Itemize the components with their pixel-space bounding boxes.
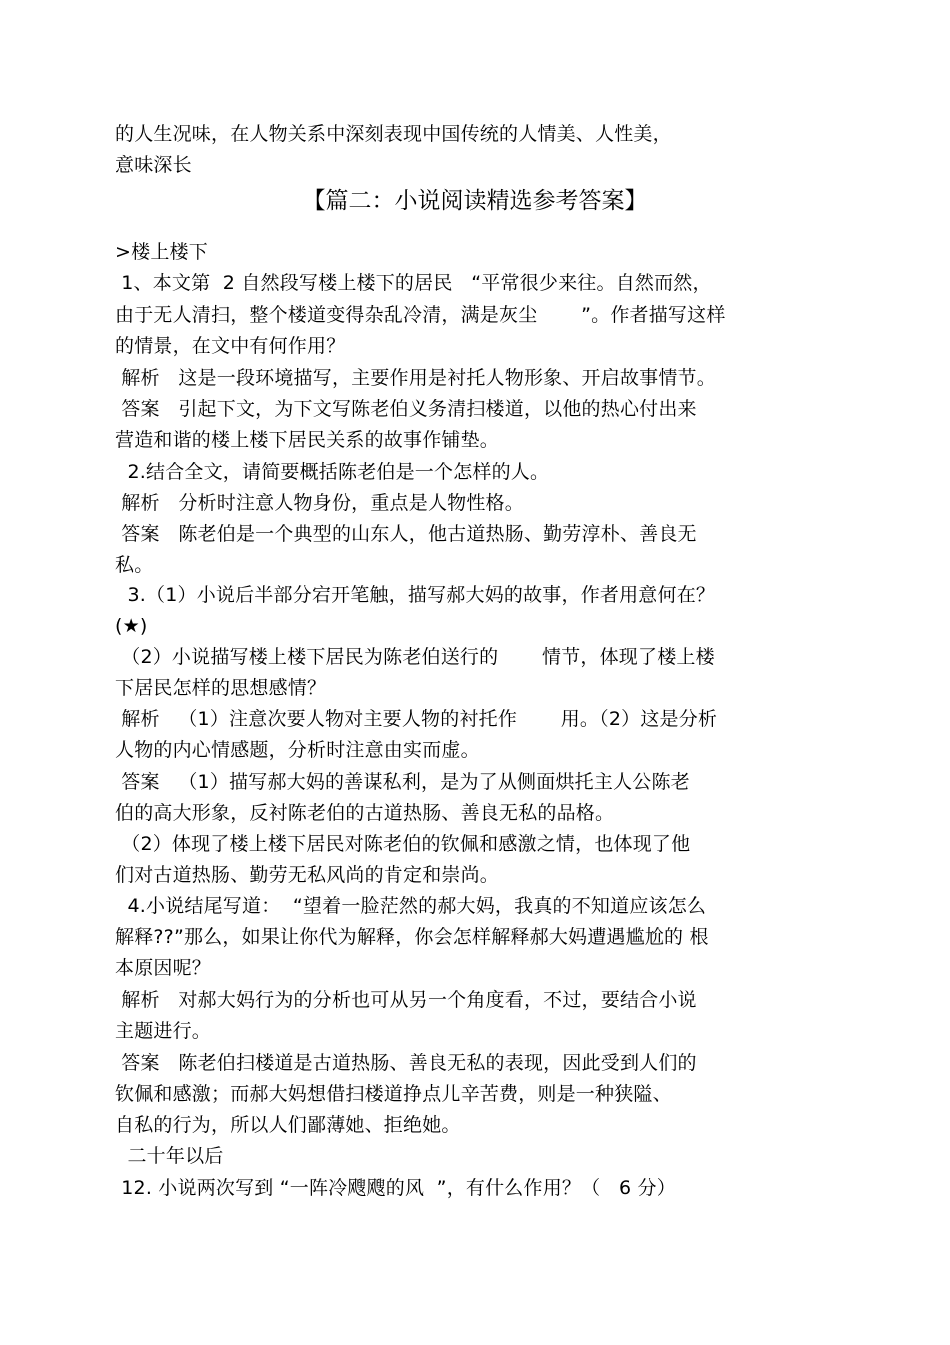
answer-4: 答案 陈老伯扫楼道是古道热肠、善良无私的表现，因此受到人们的	[115, 1052, 697, 1074]
question-4: 本原因呢？	[115, 957, 212, 979]
question-3-part-2: （2）小说描写楼上楼下居民为陈老伯送行的 情节，体现了楼上楼	[115, 646, 715, 668]
question-4: 解释??”那么，如果让你代为解释，你会怎样解释郝大妈遭遇尴尬的 根	[115, 926, 709, 948]
question-4: 4.小说结尾写道： “望着一脸茫然的郝大妈，我真的不知道应该怎么	[115, 895, 707, 917]
story-heading: 二十年以后	[115, 1145, 224, 1167]
question-2: 2.结合全文，请简要概括陈老伯是一个怎样的人。	[115, 461, 550, 483]
intro-line: 意味深长	[115, 154, 192, 176]
answer-3-part-2: 们对古道热肠、勤劳无私风尚的肯定和崇尚。	[115, 864, 500, 886]
question-3: (★)	[115, 615, 148, 637]
answer-4: 钦佩和感激；而郝大妈想借扫楼道挣点儿辛苦费，则是一种狭隘、	[115, 1083, 672, 1105]
analysis-4: 解析 对郝大妈行为的分析也可从另一个角度看，不过，要结合小说	[115, 989, 697, 1011]
question-3-part-2: 下居民怎样的思想感情？	[115, 677, 327, 699]
answer-1: 营造和谐的楼上楼下居民关系的故事作铺垫。	[115, 429, 500, 451]
story-heading: >楼上楼下	[115, 241, 208, 263]
question-1: 1、本文第 2 自然段写楼上楼下的居民 “平常很少来往。自然而然，	[115, 272, 712, 294]
question-3: 3.（1）小说后半部分宕开笔触，描写郝大妈的故事，作者用意何在？	[115, 584, 716, 606]
analysis-2: 解析 分析时注意人物身份，重点是人物性格。	[115, 492, 524, 514]
answer-3: 答案 （1）描写郝大妈的善谋私利，是为了从侧面烘托主人公陈老	[115, 771, 690, 793]
intro-line: 的人生况味，在人物关系中深刻表现中国传统的人情美、人性美，	[115, 123, 672, 145]
answer-1: 答案 引起下文，为下文写陈老伯义务清扫楼道，以他的热心付出来	[115, 398, 697, 420]
answer-2: 答案 陈老伯是一个典型的山东人，他古道热肠、勤劳淳朴、善良无	[115, 523, 697, 545]
answer-3-part-2: （2）体现了楼上楼下居民对陈老伯的钦佩和感激之情，也体现了他	[115, 833, 691, 855]
answer-3: 伯的高大形象，反衬陈老伯的古道热肠、善良无私的品格。	[115, 802, 615, 824]
analysis-1: 解析 这是一段环境描写，主要作用是衬托人物形象、开启故事情节。	[115, 367, 716, 389]
analysis-3: 解析 （1）注意次要人物对主要人物的衬托作 用。（2）这是分析	[115, 708, 718, 730]
section-title: 【篇二：小说阅读精选参考答案】	[302, 188, 648, 214]
analysis-3: 人物的内心情感题，分析时注意由实而虚。	[115, 739, 480, 761]
analysis-4: 主题进行。	[115, 1020, 212, 1042]
question-1: 由于无人清扫，整个楼道变得杂乱冷清，满是灰尘 ”。作者描写这样	[115, 304, 726, 326]
answer-2: 私。	[115, 554, 154, 576]
answer-4: 自私的行为，所以人们鄙薄她、拒绝她。	[115, 1114, 461, 1136]
question-12: 12. 小说两次写到 “一阵冷飕飕的风 ”，有什么作用？（ 6 分）	[115, 1177, 676, 1199]
question-1: 的情景，在文中有何作用？	[115, 335, 346, 357]
